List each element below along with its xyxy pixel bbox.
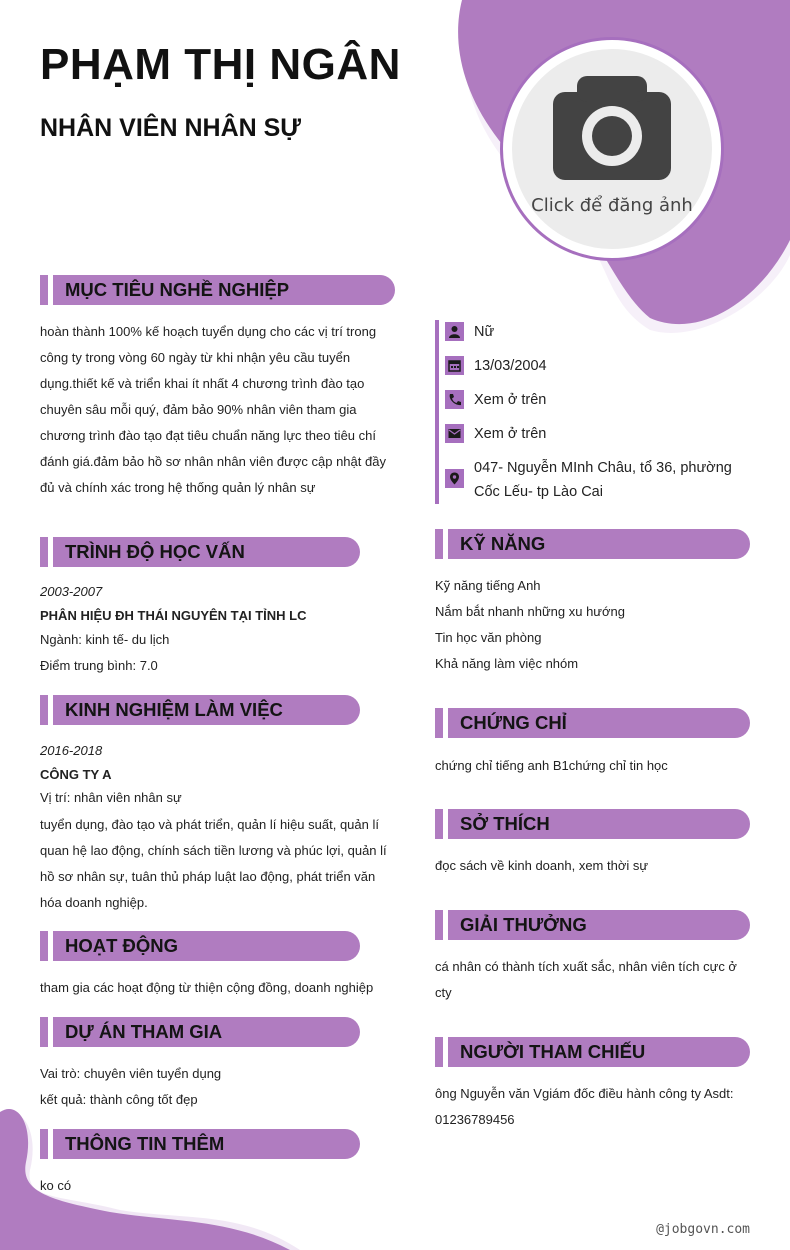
text-line: đủ và chính xác trong hệ thống quản lý nhân sự xyxy=(40,480,316,495)
skills-list xyxy=(435,573,755,677)
hobbies-text: đọc sách về kinh doanh, xem thời sự xyxy=(435,858,649,873)
career-goal-text xyxy=(40,319,400,501)
section-title: SỞ THÍCH xyxy=(460,813,550,834)
section-title: MỤC TIÊU NGHỀ NGHIỆP xyxy=(65,279,290,300)
education-school: PHÂN HIỆU ĐH THÁI NGUYÊN TẠI TỈNH LC xyxy=(40,608,307,623)
calendar-icon xyxy=(445,356,464,375)
section-title: KINH NGHIỆM LÀM VIỆC xyxy=(65,699,283,720)
job-title: NHÂN VIÊN NHÂN SỰ xyxy=(40,114,302,142)
section-references xyxy=(435,1037,750,1067)
awards-text xyxy=(435,954,755,1006)
skill-item: Nắm bắt nhanh những xu hướng xyxy=(435,604,625,619)
photo-caption: Click để đăng ảnh xyxy=(531,195,693,216)
section-career-goal xyxy=(40,275,395,305)
references-text xyxy=(435,1081,755,1133)
gender-value: Nữ xyxy=(474,324,495,340)
info-accent-bar xyxy=(435,320,439,504)
section-title: KỸ NĂNG xyxy=(460,533,546,554)
section-activities xyxy=(40,931,360,961)
info-phone xyxy=(445,388,546,412)
info-birthday xyxy=(445,354,547,378)
activities-text: tham gia các hoạt động từ thiện cộng đồng, doanh nghiệp xyxy=(40,980,374,995)
projects-block xyxy=(40,1061,400,1113)
experience-period: 2016-2018 xyxy=(40,743,103,758)
info-email xyxy=(445,422,546,446)
phone-value: Xem ở trên xyxy=(474,392,547,408)
candidate-name: PHẠM THỊ NGÂN xyxy=(40,40,401,89)
section-title: NGƯỜI THAM CHIẾU xyxy=(460,1041,646,1062)
text-line: ông Nguyễn văn Vgiám đốc điều hành công ty Asdt: xyxy=(435,1086,734,1101)
text-line: 01236789456 xyxy=(435,1112,515,1127)
text-line: chương trình đào tạo đạt tiêu chuẩn năng lực theo tiêu chí xyxy=(40,428,376,443)
info-address xyxy=(445,456,745,504)
certificates-text: chứng chỉ tiếng anh B1chứng chỉ tin học xyxy=(435,758,668,773)
section-certificates xyxy=(435,708,750,738)
section-title: THÔNG TIN THÊM xyxy=(65,1133,225,1154)
section-title: TRÌNH ĐỘ HỌC VẤN xyxy=(65,541,245,562)
section-education xyxy=(40,537,360,567)
experience-position: Vị trí: nhân viên nhân sự xyxy=(40,790,182,805)
section-title: CHỨNG CHỈ xyxy=(460,712,567,733)
camera-icon xyxy=(553,76,671,180)
text-line: hoàn thành 100% kế hoạch tuyển dụng cho các vị trí trong xyxy=(40,324,377,339)
text-line: chuyên sâu mỗi quý, đảm bảo 90% nhân viên tham gia xyxy=(40,402,357,417)
photo-upload[interactable] xyxy=(503,40,721,258)
phone-icon xyxy=(445,390,464,409)
education-gpa: Điểm trung bình: 7.0 xyxy=(40,658,158,673)
info-gender xyxy=(445,320,494,344)
section-extra-info xyxy=(40,1129,360,1159)
text-line: đánh giá.đảm bảo hồ sơ nhân nhân viên được cập nhật đầy xyxy=(40,454,386,469)
education-major: Ngành: kinh tế- du lịch xyxy=(40,632,170,647)
skill-item: Tin học văn phòng xyxy=(435,630,542,645)
text-line: cty xyxy=(435,985,452,1000)
experience-description: tuyển dụng, đào tạo và phát triển, quản lí hiệu suất, quản lí quan hệ lao động, chính sách tiền lương và phúc lợi, quản lí hồ sơ nhân sự, tuân thủ pháp luật lao động, phát triển văn hóa doanh nghiệp. xyxy=(40,816,387,910)
skill-item: Kỹ năng tiếng Anh xyxy=(435,578,541,593)
education-period: 2003-2007 xyxy=(40,584,103,599)
text-line: công ty trong vòng 60 ngày từ khi nhận yêu cầu tuyển xyxy=(40,350,351,365)
section-title: HOẠT ĐỘNG xyxy=(65,935,179,956)
section-title: GIẢI THƯỞNG xyxy=(460,914,587,935)
footer-watermark: @jobgovn.com xyxy=(656,1222,750,1237)
location-icon xyxy=(445,469,464,488)
email-value: Xem ở trên xyxy=(474,426,547,442)
section-experience xyxy=(40,695,360,725)
birthday-value: 13/03/2004 xyxy=(474,358,547,374)
section-skills xyxy=(435,529,750,559)
text-line: cá nhân có thành tích xuất sắc, nhân viên tích cực ở xyxy=(435,959,737,974)
person-icon xyxy=(445,322,464,341)
experience-block xyxy=(40,739,395,916)
mail-icon xyxy=(445,424,464,443)
section-title: DỰ ÁN THAM GIA xyxy=(65,1021,223,1042)
extra-info-text: ko có xyxy=(40,1178,72,1193)
project-role: Vai trò: chuyên viên tuyển dụng xyxy=(40,1066,222,1081)
section-projects xyxy=(40,1017,360,1047)
section-hobbies xyxy=(435,809,750,839)
experience-company: CÔNG TY A xyxy=(40,766,112,782)
education-block xyxy=(40,580,400,678)
address-value: 047- Nguyễn MInh Châu, tổ 36, phường Cốc Lếu- tp Lào Cai xyxy=(474,460,732,500)
project-result: kết quả: thành công tốt đẹp xyxy=(40,1092,198,1107)
skill-item: Khả năng làm việc nhóm xyxy=(435,656,579,671)
text-line: dụng.thiết kế và triển khai ít nhất 4 chương trình đào tạo xyxy=(40,376,365,391)
section-awards xyxy=(435,910,750,940)
